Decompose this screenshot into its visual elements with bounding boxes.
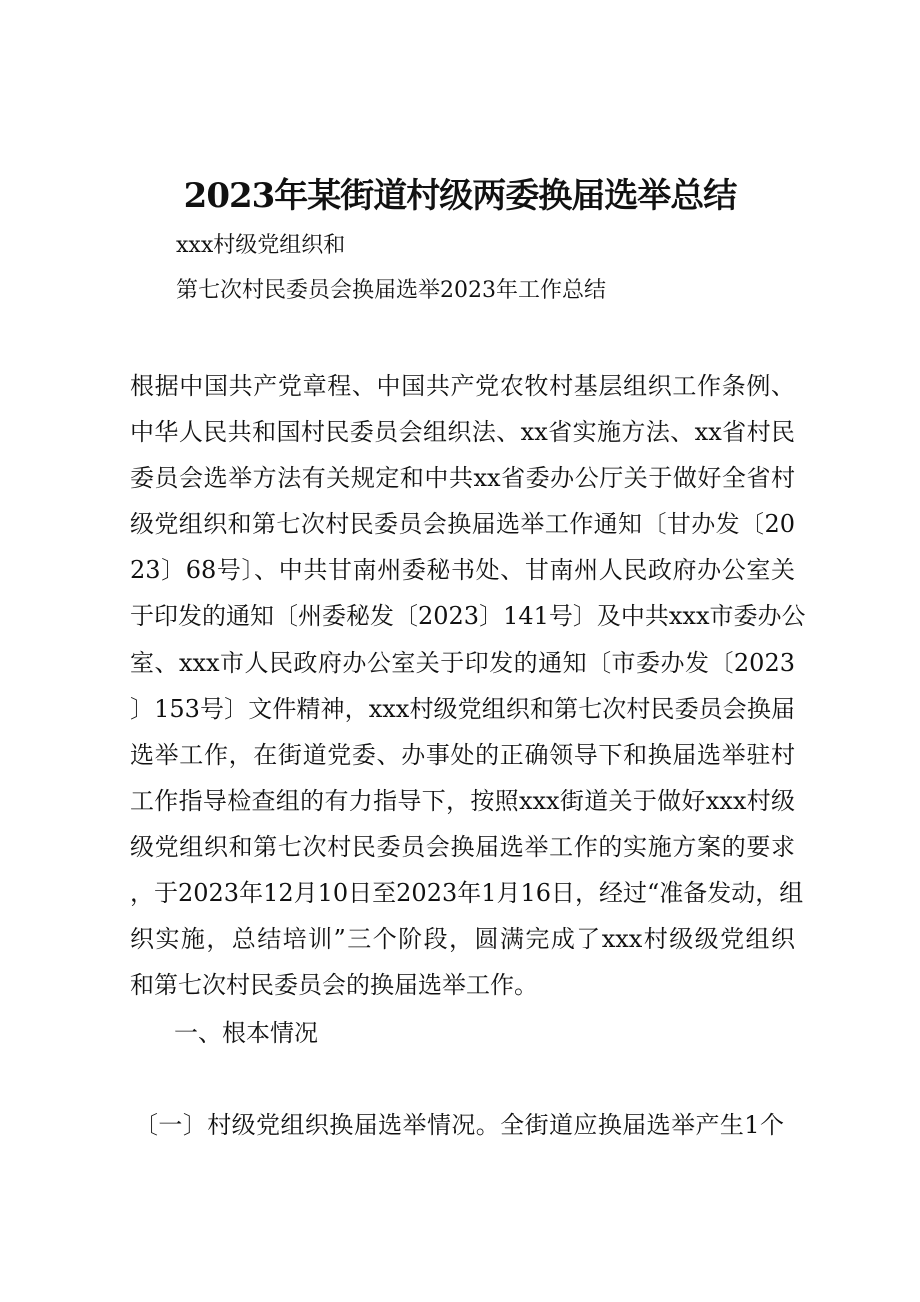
paragraph-line: ，于2023年12月10日至2023年1月16日，经过“准备发动，组 xyxy=(130,879,804,907)
paragraph-line: 室、xxx市人民政府办公室关于印发的通知〔市委办发〔2023 xyxy=(130,649,795,677)
paragraph-line: 选举工作，在街道党委、办事处的正确领导下和换届选举驻村 xyxy=(130,741,795,769)
document-title: 2023年某街道村级两委换届选举总结 xyxy=(183,176,737,216)
paragraph-line: 和第七次村民委员会的换届选举工作。 xyxy=(130,971,538,999)
paragraph-line: 23〕68号〕、中共甘南州委秘书处、甘南州人民政府办公室关 xyxy=(130,556,795,584)
paragraph-line: 委员会选举方法有关规定和中共xx省委办公厅关于做好全省村 xyxy=(130,464,795,492)
paragraph-line: 级党组织和第七次村民委员会换届选举工作的实施方案的要求 xyxy=(130,833,795,861)
paragraph-line: 织实施，总结培训”三个阶段，圆满完成了xxx村级级党组织 xyxy=(130,925,795,953)
paragraph-line: 中华人民共和国村民委员会组织法、xx省实施方法、xx省村民 xyxy=(130,418,795,446)
subtitle-line: xxx村级党组织和 xyxy=(176,233,346,258)
paragraph-line: 级党组织和第七次村民委员会换届选举工作通知〔甘办发〔20 xyxy=(130,510,795,538)
paragraph-line: 〕153号〕文件精神，xxx村级党组织和第七次村民委员会换届 xyxy=(130,695,795,723)
subsection-line: 〔一〕村级党组织换届选举情况。全街道应换届选举产生1个 xyxy=(134,1111,784,1139)
paragraph-line: 根据中国共产党章程、中国共产党农牧村基层组织工作条例、 xyxy=(130,372,795,400)
paragraph-line: 于印发的通知〔州委秘发〔2023〕141号〕及中共xxx市委办公 xyxy=(130,602,806,630)
paragraph-line: 工作指导检查组的有力指导下，按照xxx街道关于做好xxx村级 xyxy=(130,787,795,815)
subtitle-line: 第七次村民委员会换届选举2023年工作总结 xyxy=(176,278,606,303)
section-heading: 一、根本情况 xyxy=(174,1019,318,1047)
